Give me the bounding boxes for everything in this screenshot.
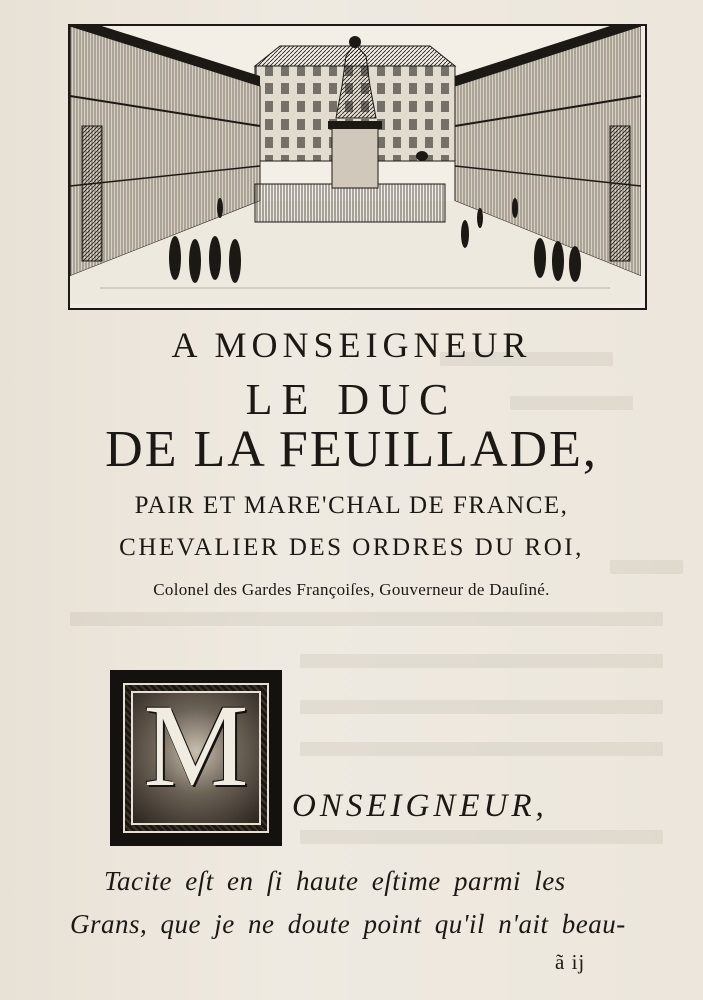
show-through: [70, 612, 663, 626]
drop-cap-letter: M: [143, 680, 249, 811]
salutation: ONSEIGNEUR,: [292, 788, 548, 824]
signature-mark: ã ij: [555, 950, 586, 974]
dedication-heading-line4: PAIR ET MARE'CHAL DE FRANCE,: [134, 492, 569, 519]
body-text-line1: Tacite eſt en ſi haute eſtime parmi les: [104, 866, 566, 896]
show-through: [300, 742, 663, 756]
dedication-heading-line3: DE LA FEUILLADE,: [105, 421, 598, 478]
engraved-illustration: [68, 24, 647, 310]
dedication-heading-line6: Colonel des Gardes Françoiſes, Gouverneur de Dauſiné.: [153, 580, 550, 599]
ornamental-drop-cap: [110, 670, 282, 846]
dedication-heading-line1: A MONSEIGNEUR: [171, 325, 532, 365]
show-through: [300, 700, 663, 714]
square-engraving-svg: [70, 26, 641, 304]
show-through: [300, 830, 663, 844]
show-through: [300, 654, 663, 668]
show-through: [610, 560, 683, 574]
dedication-heading-line2: LE DUC: [245, 375, 458, 424]
dedication-heading-line5: CHEVALIER DES ORDRES DU ROI,: [119, 534, 584, 561]
body-text-line2: Grans, que je ne doute point qu'il n'ait beau-: [70, 909, 626, 939]
